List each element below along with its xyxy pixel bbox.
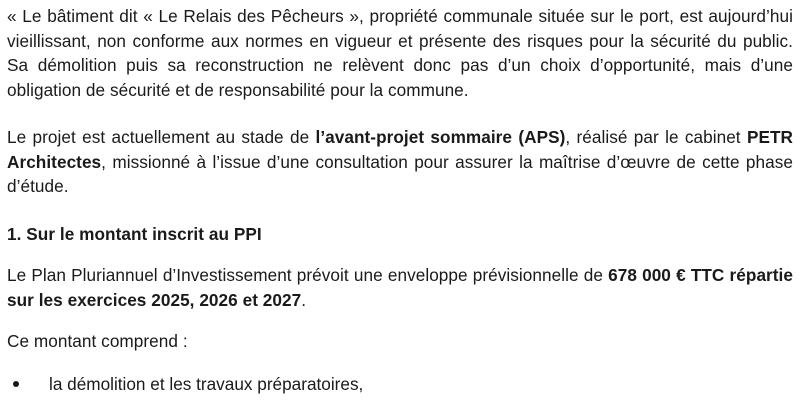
paragraph-ppi-text-1: Le Plan Pluriannuel d’Investissement prévoit une enveloppe prévisionnelle de — [7, 265, 609, 285]
amount-bold-text: 678 000 € TTC répartie sur les exercices 2025, 2026 et 2027 — [7, 265, 793, 310]
paragraph-project-status-text-2: , réalisé par le cabinet — [565, 127, 747, 147]
paragraph-project-status — [7, 125, 793, 199]
list-item — [7, 372, 793, 397]
list-item-text: la démolition et les travaux préparatoires, — [49, 374, 364, 394]
paragraph-ppi-amount — [7, 263, 793, 312]
paragraph-intro: « Le bâtiment dit « Le Relais des Pêcheurs », propriété communale située sur le port, est aujourd’hui vieillissant, non conforme aux normes en vigueur et présente des risques pour la sécurité du public. Sa démolition puis sa reconstruction ne relèvent donc pas d’un choix d’opportunité, mais d’une obligation de sécurité et de responsabilité pour la commune. — [7, 6, 793, 100]
architect-bold-text: PETR Architectes — [7, 127, 793, 172]
bullet-list — [7, 372, 793, 397]
paragraph-project-status-text-1: Le projet est actuellement au stade de — [7, 127, 316, 147]
bullet-icon — [13, 381, 19, 387]
paragraph-project-status-text-3: , missionné à l’issue d’une consultation pour assurer la maîtrise d’œuvre de cette phase d’étude. — [7, 151, 793, 196]
paragraph-amount-includes: Ce montant comprend : — [7, 331, 188, 351]
paragraph-ppi-text-2: . — [301, 289, 307, 310]
aps-bold-text: l’avant-projet sommaire (APS) — [315, 127, 566, 147]
section-heading-ppi: 1. Sur le montant inscrit au PPI — [7, 224, 262, 244]
